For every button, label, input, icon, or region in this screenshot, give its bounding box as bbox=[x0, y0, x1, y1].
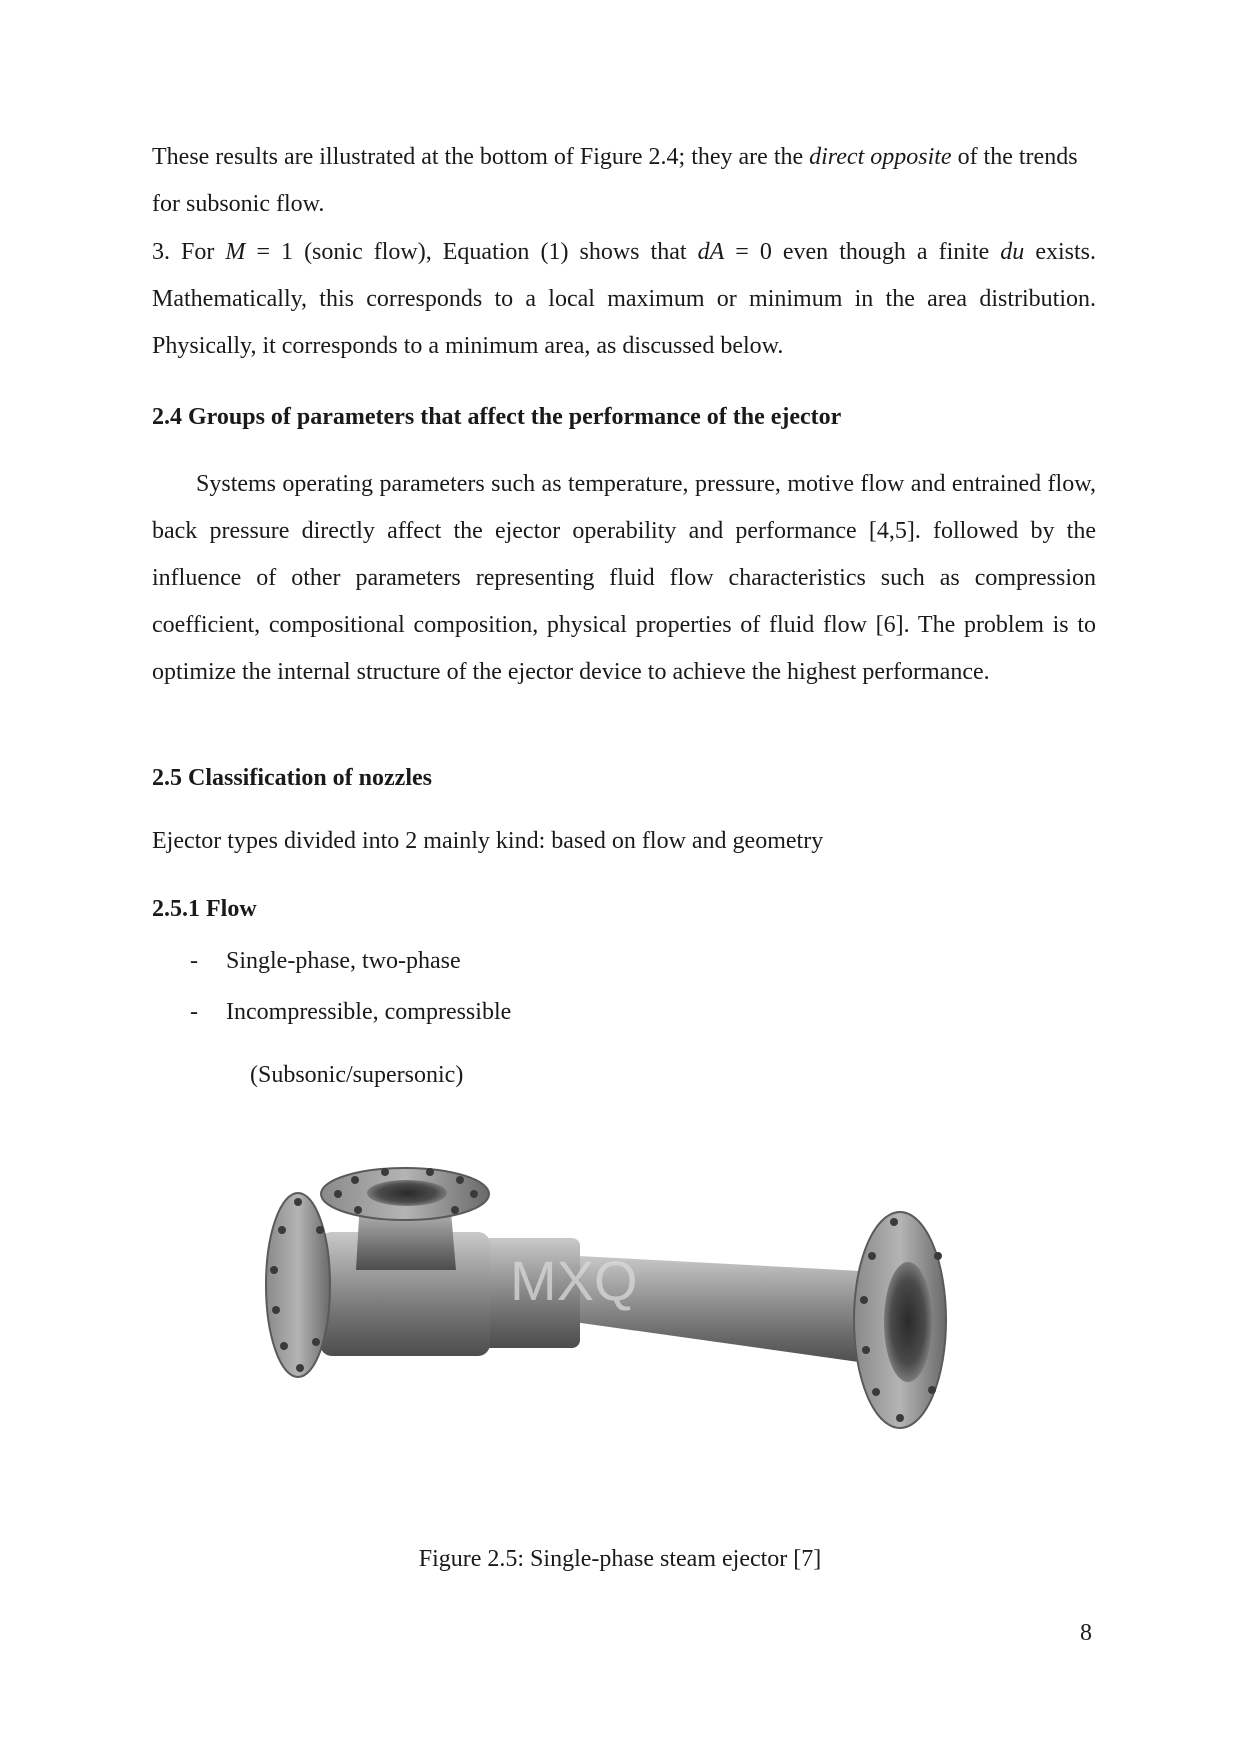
heading-2-5-1: 2.5.1 Flow bbox=[152, 896, 257, 922]
para1-text-after: of the trends for subsonic flow. bbox=[152, 144, 1078, 217]
paragraph-parameters: Systems operating parameters such as temperature, pressure, motive flow and entrained flow, back pressure directly affect the ejector operability and performance [4,5]. followed by the influence of other parameters representing fluid flow characteristics such as compression coefficient, compositional composition, physical properties of fluid flow [6]. The problem is to optimize the internal structure of the ejector device to achieve the highest performance. bbox=[152, 471, 1096, 685]
para2-symbol-du: du bbox=[1000, 239, 1025, 265]
page-number: 8 bbox=[1080, 1620, 1092, 1646]
para2-text-3: = 0 even though a finite bbox=[724, 239, 1001, 265]
subsonic-supersonic-note: (Subsonic/supersonic) bbox=[250, 1062, 464, 1088]
suction-bore bbox=[367, 1180, 447, 1206]
watermark-logo: MXQ bbox=[510, 1249, 638, 1312]
para2-symbol-da: dA bbox=[697, 239, 725, 265]
bullet-dash: - bbox=[190, 999, 198, 1025]
figure-caption: Figure 2.5: Single-phase steam ejector [7] bbox=[418, 1546, 822, 1572]
paragraph-ejector-types: Ejector types divided into 2 mainly kind: based on flow and geometry bbox=[152, 828, 824, 854]
bullet-text: Incompressible, compressible bbox=[226, 999, 512, 1025]
para2-text-1: 3. For bbox=[152, 239, 226, 265]
bullet-dash: - bbox=[190, 948, 198, 974]
paragraph-results bbox=[152, 134, 1096, 228]
bullet-item-compressibility bbox=[190, 997, 511, 1027]
bullet-text: Single-phase, two-phase bbox=[226, 948, 461, 974]
para1-italic-phrase: direct opposite bbox=[809, 144, 952, 170]
paragraph-sonic-flow bbox=[152, 229, 1096, 370]
inlet-flange bbox=[266, 1193, 330, 1377]
steam-ejector-figure bbox=[260, 1160, 980, 1460]
bullet-item-phase bbox=[190, 946, 461, 976]
outlet-bore bbox=[884, 1262, 932, 1382]
para2-text-2: = 1 (sonic flow), Equation (1) shows that bbox=[245, 239, 698, 265]
heading-2-4: 2.4 Groups of parameters that affect the performance of the ejector bbox=[152, 404, 842, 430]
heading-2-5: 2.5 Classification of nozzles bbox=[152, 765, 432, 791]
para2-symbol-m: M bbox=[225, 239, 246, 265]
para2-text-4: exists. Mathematically, this corresponds to a local maximum or minimum in the area distribution. Physically, it corresponds to a minimum area, as discussed below. bbox=[152, 239, 1097, 359]
para1-text-before: These results are illustrated at the bottom of Figure 2.4; they are the bbox=[152, 144, 810, 170]
